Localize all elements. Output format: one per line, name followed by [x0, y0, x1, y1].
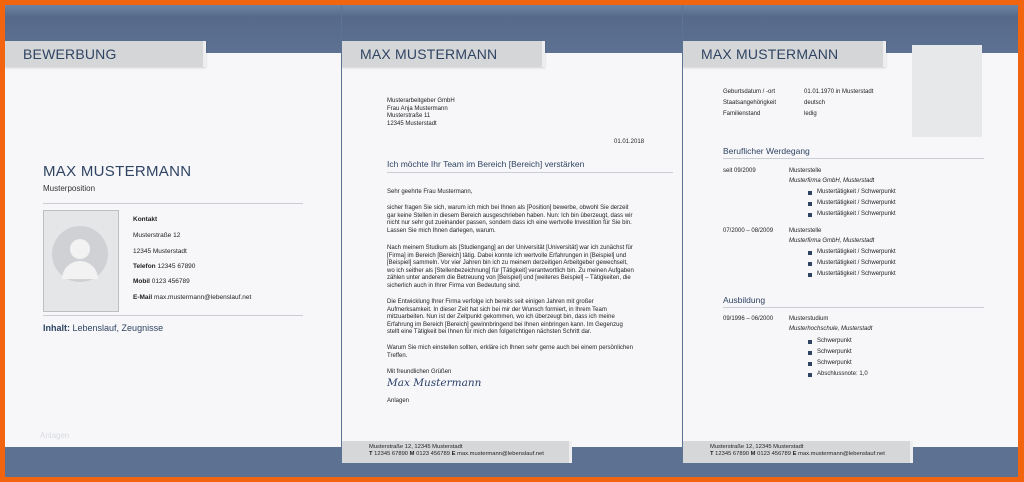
education-heading: Ausbildung	[723, 295, 766, 305]
personal-value: 01.01.1970 in Musterstadt	[804, 89, 874, 95]
divider	[723, 158, 984, 159]
personal-value: ledig	[804, 111, 817, 117]
contact-street: Musterstraße 12	[133, 232, 181, 239]
cover-page	[5, 5, 341, 477]
education-item: Schwerpunkt	[817, 349, 852, 355]
career-title: Musterstelle	[789, 228, 822, 234]
applicant-name: MAX MUSTERMANN	[43, 163, 192, 180]
personal-label: Geburtsdatum / -ort	[723, 89, 776, 95]
education-title: Musterstudium	[789, 316, 829, 322]
career-item: Mustertätigkeit / Schwerpunkt	[817, 271, 896, 277]
photo-placeholder	[43, 210, 119, 312]
paragraph-1: sicher fragen Sie sich, warum ich mich bei Ihnen als [Position] bewerbe, obwohl Sie derzeit gar keine Stellen in diesem Bereich ausgeschrieben haben. Nun: Ich bin überzeugt, dass wir nicht nur sehr gut zueinander passen, sondern dass ich eine wertvolle Investition für Sie bin. Lassen Sie mich Ihnen darlegen, warum.	[387, 205, 633, 234]
career-item: Mustertätigkeit / Schwerpunkt	[817, 260, 896, 266]
career-item: Mustertätigkeit / Schwerpunkt	[817, 189, 896, 195]
divider	[723, 307, 984, 308]
faint-footer-text: Anlagen	[40, 431, 70, 440]
letter-subject: Ich möchte Ihr Team im Bereich [Bereich] verstärken	[387, 159, 585, 169]
footer-contacts: T 12345 67890 M 0123 456789 E max.mustermann@lebenslauf.net	[369, 451, 544, 457]
education-item: Abschlussnote: 1,0	[817, 371, 868, 377]
personal-label: Familienstand	[723, 111, 761, 117]
cv-ribbon-title: MAX MUSTERMANN	[701, 46, 839, 62]
career-item: Mustertätigkeit / Schwerpunkt	[817, 211, 896, 217]
career-item: Mustertätigkeit / Schwerpunkt	[817, 249, 896, 255]
career-company: Musterfirma GmbH, Musterstadt	[789, 178, 875, 184]
divider	[387, 172, 673, 173]
personal-value: deutsch	[804, 100, 826, 106]
cover-letter-page	[342, 5, 682, 477]
paragraph-2: Nach meinem Studium als [Studiengang] an der Universität [Universität] war ich zunächst für [Firma] im Bereich [Bereich] tätig. Dabei konnte ich wertvolle Erfahrungen in [Beispiel] und [Beispiel] sammeln. Vor vier Jahren bin ich zu meinem derzeitigen Arbeitgeber gewechselt, wo ich seither als [Stellenbezeichnung] für [Tätigkeit] verantwortlich bin. Zu meinen Aufgaben zählen unter anderem die Betreuung von [Beispiel] und [weiteres Beispiel] – Tätigkeiten, die sicherlich auch in Ihrer Firma von Bedeutung sind.	[387, 245, 634, 289]
applicant-position: Musterposition	[43, 184, 96, 193]
cover-ribbon	[5, 41, 206, 67]
avatar-head	[70, 239, 90, 259]
contents-line: Inhalt: Lebenslauf, Zeugnisse	[43, 323, 164, 333]
career-item: Mustertätigkeit / Schwerpunkt	[817, 200, 896, 206]
cover-ribbon-title: BEWERBUNG	[23, 46, 117, 62]
salutation: Sehr geehrte Frau Mustermann,	[387, 189, 473, 195]
divider	[43, 203, 303, 204]
career-heading: Beruflicher Werdegang	[723, 146, 810, 156]
contact-phone: Telefon 12345 67890	[133, 263, 196, 270]
contact-email: E-Mail max.mustermann@lebenslauf.net	[133, 294, 252, 301]
career-period: seit 09/2009	[723, 168, 756, 174]
contact-mobile: Mobil 0123 456789	[133, 278, 190, 285]
education-item: Schwerpunkt	[817, 338, 852, 344]
footer-address: Musterstraße 12, 12345 Musterstadt	[369, 444, 463, 450]
document-preview	[5, 5, 1018, 477]
footer-address: Musterstraße 12, 12345 Musterstadt	[710, 444, 804, 450]
closing: Mit freundlichen Grüßen	[387, 369, 452, 375]
education-school: Musterhochschule, Musterstadt	[789, 326, 873, 332]
cv-ribbon	[683, 41, 886, 67]
cv-page	[683, 5, 1018, 477]
career-company: Musterfirma GmbH, Musterstadt	[789, 238, 875, 244]
cv-footer	[683, 441, 913, 463]
career-title: Musterstelle	[789, 168, 822, 174]
paragraph-3: Die Entwicklung Ihrer Firma verfolge ich bereits seit einigen Jahren mit großer Aufmerksamkeit. In dieser Zeit hat sich bei mir der Wunsch formiert, in Ihrem Team mitzuarbeiten. Nun ist der Zeitpunkt gekommen, wo ich überzeugt bin, dass ich meine Erfahrung im Bereich [Bereich] gewinnbringend bei Ihnen einbringen kann. Im Gegenzug stellt eine Tätigkeit bei Ihnen für mich den folgerichtigen nächsten Schritt dar.	[387, 299, 623, 336]
footer-contacts: T 12345 67890 M 0123 456789 E max.mustermann@lebenslauf.net	[710, 451, 885, 457]
divider	[43, 315, 303, 316]
career-period: 07/2000 – 08/2009	[723, 228, 774, 234]
contact-city: 12345 Musterstadt	[133, 248, 187, 255]
letter-ribbon-title: MAX MUSTERMANN	[360, 46, 498, 62]
letter-footer	[342, 441, 572, 463]
letter-date: 01.01.2018	[614, 139, 645, 145]
paragraph-4: Warum Sie mich einstellen sollten, erkläre ich Ihnen sehr gerne auch bei einem persönlichen Treffen.	[387, 345, 633, 359]
education-item: Schwerpunkt	[817, 360, 852, 366]
contact-heading: Kontakt	[133, 216, 158, 223]
letter-ribbon	[342, 41, 545, 67]
cv-photo-placeholder	[912, 45, 982, 137]
attachments: Anlagen	[387, 398, 410, 404]
personal-label: Staatsangehörigkeit	[723, 100, 777, 106]
signature: Max Mustermann	[387, 377, 482, 389]
recipient-address: Musterarbeitgeber GmbH Frau Anja Mustermann Musterstraße 11 12345 Musterstadt	[387, 98, 455, 127]
education-period: 09/1996 – 06/2000	[723, 316, 774, 322]
